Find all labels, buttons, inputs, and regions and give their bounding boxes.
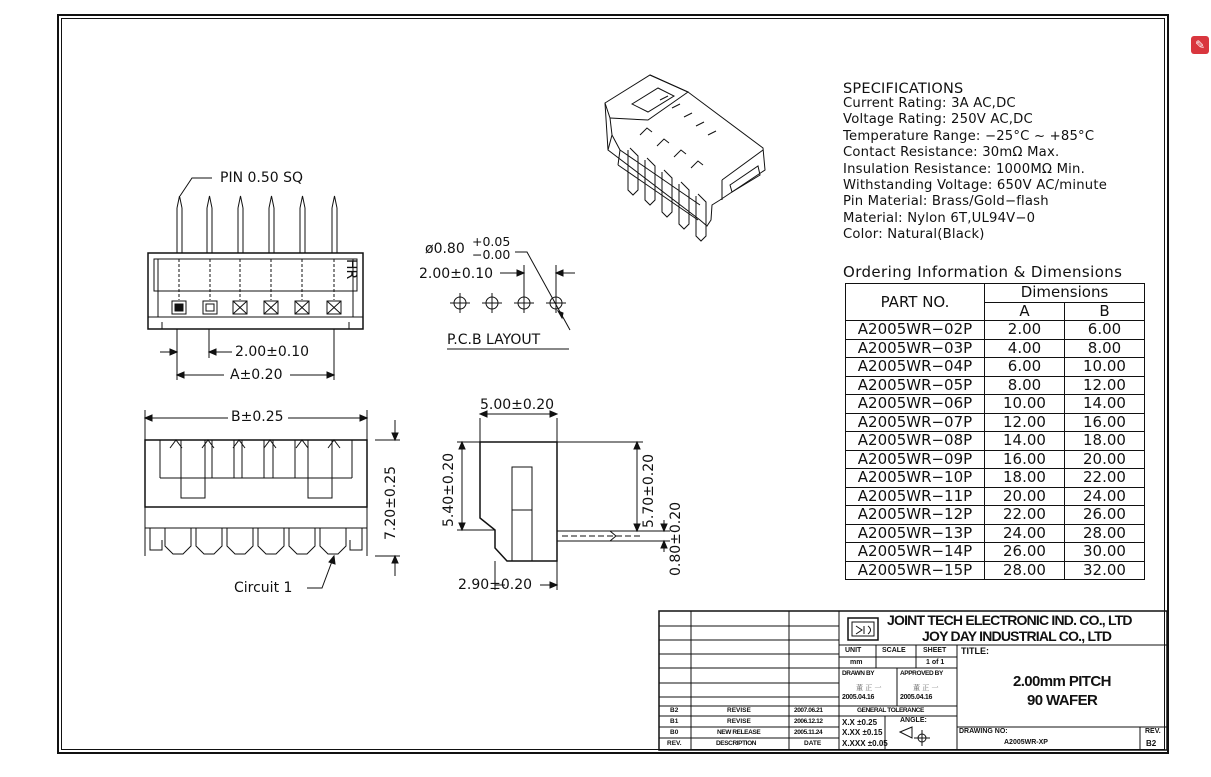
table-row [846,395,1145,414]
hole-tolerance-plus: +0.05 [472,234,511,249]
ordering-table [845,283,1145,580]
approved-by-label: APPROVED BY [900,670,943,677]
pin-size-label: PIN 0.50 SQ [220,170,304,186]
spec-line: Voltage Rating: 250V AC,DC [843,112,1033,128]
specifications-block [843,82,1107,244]
dim-a-cell: 12.00 [985,413,1065,432]
revision-desc: NEW RELEASE [717,729,761,736]
title-label: TITLE: [961,646,989,656]
company-name-1: JOINT TECH ELECTRONIC IND. CO., LTD [887,612,1132,628]
dim-b-cell: 12.00 [1065,376,1145,395]
spec-line: Withstanding Voltage: 650V AC/minute [843,178,1108,194]
dim-b-cell: 24.00 [1065,487,1145,506]
table-row [846,524,1145,543]
part-number-cell: A2005WR−09P [846,450,985,469]
drawn-date: 2005.04.16 [842,694,875,701]
revision-date: 2005.11.24 [794,729,823,736]
date-column-header: DATE [804,740,822,747]
dim-a-cell: 22.00 [985,506,1065,525]
table-row [846,413,1145,432]
spec-line: Insulation Resistance: 1000MΩ Min. [843,161,1085,177]
spec-line: Temperature Range: −25°C ~ +85°C [843,128,1095,144]
approved-date: 2005.04.16 [900,694,933,701]
revision-desc: REVISE [727,707,751,714]
spec-line: Color: Natural(Black) [843,227,985,243]
dim-b-cell: 30.00 [1065,543,1145,562]
part-number-cell: A2005WR−07P [846,413,985,432]
ordering-title: Ordering Information & Dimensions [843,263,1123,281]
hole-tolerance-minus: −0.00 [472,247,511,262]
table-row [846,432,1145,451]
dim-b-cell: 20.00 [1065,450,1145,469]
table-row [846,321,1145,340]
drawing-number: A2005WR-XP [1004,739,1048,746]
revision-code: B0 [670,729,679,736]
dimensions-header: Dimensions [985,284,1145,303]
pitch-dimension: 2.00±0.10 [235,344,310,360]
scale-label: SCALE [882,647,906,654]
a-dimension: A±0.20 [230,367,283,383]
dim-b-cell: 32.00 [1065,561,1145,580]
spec-line: Contact Resistance: 30mΩ Max. [843,145,1060,161]
part-number-cell: A2005WR−06P [846,395,985,414]
table-row [846,561,1145,580]
dim-b-cell: 28.00 [1065,524,1145,543]
dim-a-cell: 6.00 [985,358,1065,377]
revision-date: 2006.12.12 [794,718,823,725]
dim-a-cell: 24.00 [985,524,1065,543]
dim-b-cell: 10.00 [1065,358,1145,377]
dim-a-header: A [985,302,1065,321]
rev-value: B2 [1146,739,1157,748]
pcb-layout-title: P.C.B LAYOUT [447,332,541,348]
circuit-1-label: Circuit 1 [234,580,293,596]
part-number-cell: A2005WR−10P [846,469,985,488]
hole-diameter: ø0.80 [425,241,465,257]
dim-b-cell: 22.00 [1065,469,1145,488]
part-number-cell: A2005WR−14P [846,543,985,562]
dim-b-cell: 18.00 [1065,432,1145,451]
specifications-heading: SPECIFICATIONS [843,81,964,97]
spec-line: Current Rating: 3A AC,DC [843,96,1016,111]
title-line-1: 2.00mm PITCH [1013,673,1111,690]
sheet-label: SHEET [923,647,947,654]
drawn-by-signature: 董 正 一 [856,684,882,692]
approved-by-signature: 董 正 一 [913,684,939,692]
tolerance-line-3: X.XXX ±0.05 [842,739,888,748]
sheet-value: 1 of 1 [926,659,945,666]
dim-a-cell: 20.00 [985,487,1065,506]
side-view [457,411,670,590]
revision-code: B1 [670,718,679,725]
dim-b-header: B [1065,302,1145,321]
tolerance-line-2: X.XX ±0.15 [842,728,883,737]
bookmark-icon[interactable]: ✎ [1191,36,1209,54]
dim-a-cell: 26.00 [985,543,1065,562]
dim-b-cell: 6.00 [1065,321,1145,340]
table-row [846,506,1145,525]
rev-column-header: REV. [667,740,682,747]
part-number-cell: A2005WR−13P [846,524,985,543]
part-number-cell: A2005WR−12P [846,506,985,525]
dim-b-cell: 26.00 [1065,506,1145,525]
dim-a-cell: 18.00 [985,469,1065,488]
part-number-cell: A2005WR−11P [846,487,985,506]
side-height-540: 5.40±0.20 [441,452,457,527]
angle-label: ANGLE: [900,717,927,724]
side-depth-290: 2.90±0.20 [458,577,533,593]
part-number-cell: A2005WR−02P [846,321,985,340]
part-number-cell: A2005WR−04P [846,358,985,377]
bottom-view [145,410,400,588]
table-row [846,358,1145,377]
title-line-2: 90 WAFER [1027,692,1098,709]
table-row [846,450,1145,469]
pcb-pitch: 2.00±0.10 [419,266,494,282]
spec-line: Pin Material: Brass/Gold−flash [843,194,1049,210]
b-dimension: B±0.25 [231,409,284,425]
description-column-header: DESCRIPTION [716,740,757,747]
dim-a-cell: 10.00 [985,395,1065,414]
revision-code: B2 [670,707,679,714]
dim-a-cell: 16.00 [985,450,1065,469]
drawn-by-label: DRAWN BY [842,670,875,677]
rev-label: REV. [1145,728,1161,735]
part-number-cell: A2005WR−03P [846,339,985,358]
dim-b-cell: 16.00 [1065,413,1145,432]
dim-b-cell: 14.00 [1065,395,1145,414]
revision-desc: REVISE [727,718,751,725]
revision-date: 2007.06.21 [794,707,823,714]
dim-a-cell: 4.00 [985,339,1065,358]
pin-thickness-080: 0.80±0.20 [668,501,684,576]
dim-a-cell: 8.00 [985,376,1065,395]
part-number-cell: A2005WR−05P [846,376,985,395]
spec-line: Material: Nylon 6T,UL94V−0 [843,210,1036,226]
part-no-header: PART NO. [846,284,985,321]
part-number-cell: A2005WR−08P [846,432,985,451]
part-number-cell: A2005WR−15P [846,561,985,580]
side-width-dimension: 5.00±0.20 [480,397,555,413]
unit-value: mm [850,659,863,666]
table-row [846,376,1145,395]
table-row [846,487,1145,506]
height-dimension: 7.20±0.25 [383,465,399,540]
unit-label: UNIT [845,647,862,654]
general-tolerance-label: GENERAL TOLERANCE [857,707,924,714]
tolerance-line-1: X.X ±0.25 [842,718,878,727]
hr-mark: HR [343,259,359,280]
table-row [846,339,1145,358]
company-name-2: JOY DAY INDUSTRIAL CO., LTD [922,628,1112,644]
side-height-570: 5.70±0.20 [641,453,657,528]
table-row [846,543,1145,562]
dim-a-cell: 2.00 [985,321,1065,340]
dim-a-cell: 28.00 [985,561,1065,580]
dim-b-cell: 8.00 [1065,339,1145,358]
dim-a-cell: 14.00 [985,432,1065,451]
table-row [846,469,1145,488]
isometric-view [605,75,765,241]
drawing-no-label: DRAWING NO: [959,728,1008,735]
